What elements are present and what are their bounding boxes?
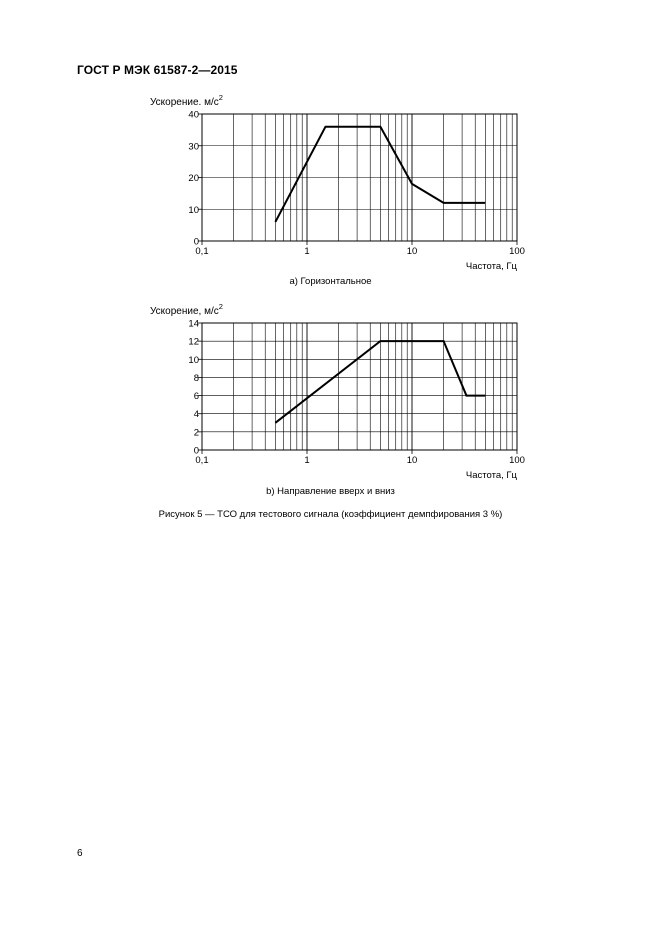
x-tick-label: 0,1 <box>195 455 209 466</box>
y-axis-label-superscript: 2 <box>218 93 223 102</box>
y-axis-label: Ускорение, $м/с^2$ <box>150 302 223 317</box>
y-tick-label: 20 <box>188 173 199 184</box>
figure-caption: Рисунок 5 — ТСО для тестового сигнала (коэффициент демпфирования 3 %) <box>158 509 503 520</box>
plot-frame <box>202 323 517 450</box>
x-tick-label: 10 <box>406 455 418 466</box>
grid <box>202 114 517 241</box>
y-tick-label: 10 <box>188 204 199 216</box>
y-axis-label: Ускорение. $м/с^2$ <box>150 93 223 108</box>
document-header: ГОСТ Р МЭК 61587-2—2015 <box>77 63 238 77</box>
x-axis-label: Частота, Гц <box>465 470 517 481</box>
y-tick-label: 12 <box>188 336 199 348</box>
y-tick-label: 4 <box>193 409 199 421</box>
chart-horizontal-svg <box>0 90 661 280</box>
x-tick-label: 100 <box>509 455 525 466</box>
chart-vertical-caption: b) Направление вверх и вниз <box>266 486 395 497</box>
chart-vertical <box>0 298 661 488</box>
x-tick-label: 1 <box>304 246 310 257</box>
x-axis-label: Частота, Гц <box>465 261 517 272</box>
chart-vertical-svg <box>0 298 661 488</box>
grid <box>202 323 517 450</box>
x-tick-label: 100 <box>509 246 525 257</box>
y-tick-label: 6 <box>193 391 199 403</box>
chart-horizontal <box>0 90 661 280</box>
chart-horizontal-caption: а) Горизонтальное <box>289 276 372 287</box>
x-tick-label: 0,1 <box>195 246 209 257</box>
y-tick-label: 40 <box>188 109 199 121</box>
y-tick-label: 0 <box>193 445 199 457</box>
y-tick-label: 0 <box>193 236 199 248</box>
y-tick-label: 10 <box>188 354 199 366</box>
y-axis-label-superscript: 2 <box>218 302 223 311</box>
y-tick-label: 30 <box>188 141 199 153</box>
page-number: 6 <box>77 848 83 859</box>
x-tick-label: 10 <box>406 246 418 257</box>
x-tick-label: 1 <box>304 455 310 466</box>
y-tick-label: 2 <box>193 427 199 439</box>
y-tick-label: 8 <box>193 372 199 384</box>
y-tick-label: 14 <box>188 318 199 330</box>
